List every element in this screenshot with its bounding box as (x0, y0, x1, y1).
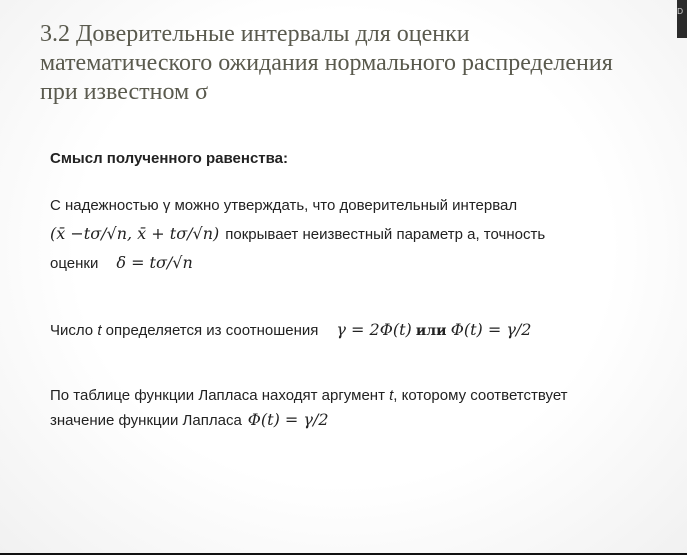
t-text-before: Число (50, 322, 94, 339)
title-line-2: математического ожидания нормального распределения (40, 50, 613, 76)
interval-description: покрывает неизвестный параметр a, точность (225, 226, 546, 243)
paragraph-t-definition (50, 316, 650, 345)
t-text-after: определяется из соотношения (105, 322, 319, 339)
paragraph-laplace-line-1 (50, 384, 660, 408)
slide-title (40, 20, 660, 107)
paragraph-interval-line-1: С надежностью γ можно утверждать, что доверительный интервал (50, 197, 518, 214)
laplace-t-variable: t (389, 387, 394, 404)
interval-formula: (x̄ −tσ/√n, x̄ + tσ/√n) (50, 224, 220, 243)
paragraph-laplace (50, 384, 660, 433)
title-line-3: при известном σ (40, 79, 209, 105)
phi-formula: Φ(t) = γ/2 (450, 320, 532, 339)
laplace-text-3: значение функции Лапласа (50, 412, 242, 429)
accuracy-label: оценки (50, 255, 99, 272)
laplace-text-2: , которому соответствует (393, 387, 568, 404)
paragraph-interval-line-2 (50, 220, 650, 249)
or-word: или (415, 323, 447, 339)
paragraph-interval-line-3 (50, 249, 650, 278)
corner-tab[interactable]: D (677, 0, 687, 38)
title-line-1: 3.2 Доверительные интервалы для оценки (40, 21, 470, 47)
paragraph-laplace-line-2 (50, 408, 660, 433)
laplace-text-1: По таблице функции Лапласа находят аргумент (50, 387, 385, 404)
paragraph-interval (50, 192, 650, 278)
delta-formula: δ = tσ/√n (116, 253, 193, 272)
laplace-formula: Φ(t) = γ/2 (247, 410, 329, 429)
gamma-formula: γ = 2Φ(t) (336, 320, 412, 339)
t-variable: t (97, 322, 102, 339)
section-heading: Смысл полученного равенства: (50, 150, 288, 167)
